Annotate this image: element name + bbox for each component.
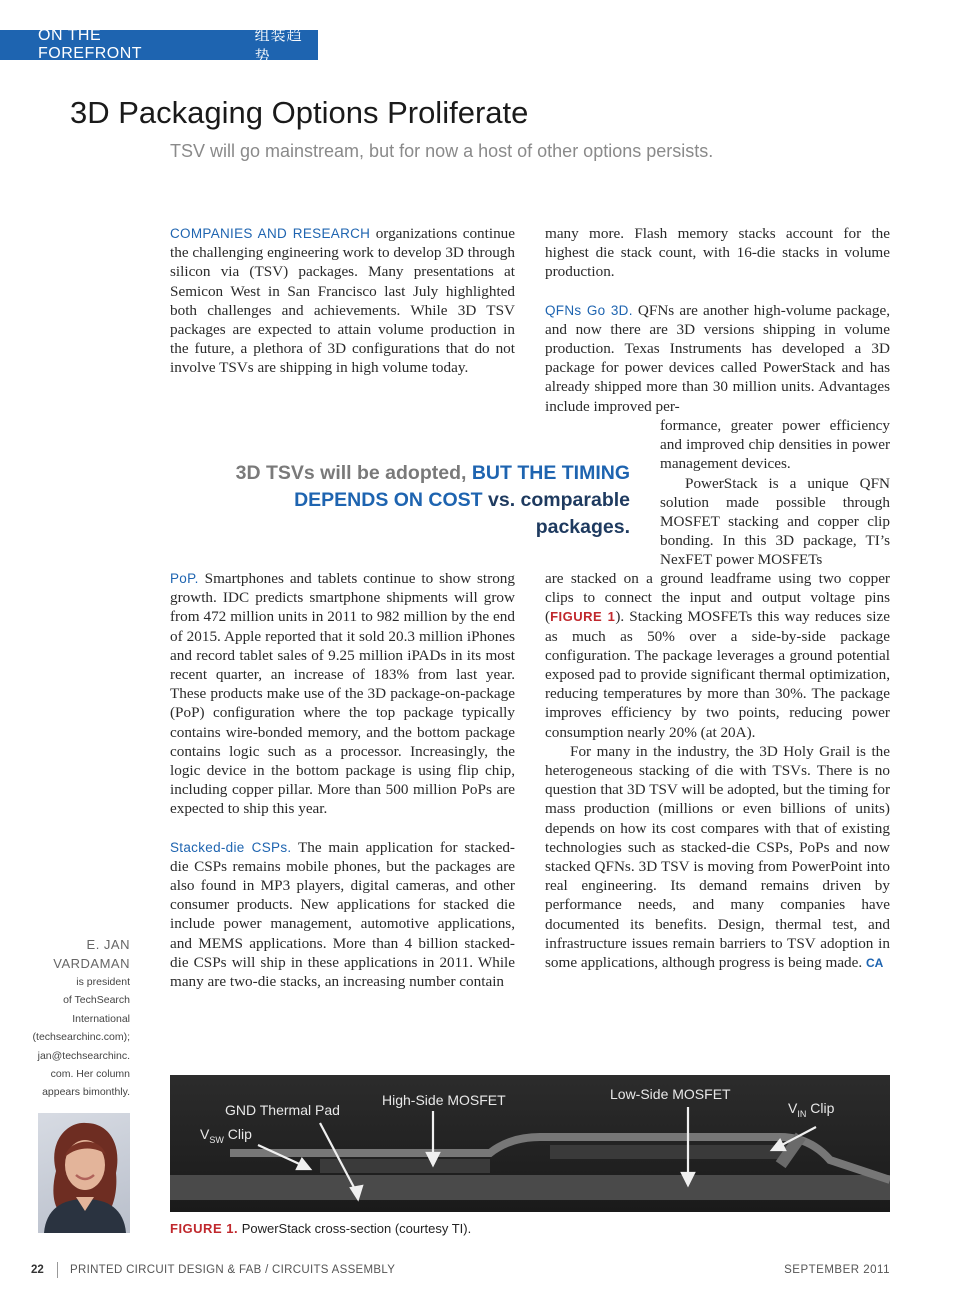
bio-line: (techsearchinc.com); — [32, 1031, 130, 1044]
intro-text: organizations continue the challenging engineering work to develop 3D through silicon via (TSV) packages. Many presentations at Semicon West in San Francisco last July highlighted both challenges and achievements. While 3D TSV packages are expected to attain volume production in the future, a plethora of 3D configurations that do not involve TSVs are shipping in high volume today. — [170, 225, 516, 377]
figure-caption-text: PowerStack cross-section (courtesy TI). — [238, 1221, 472, 1236]
section-banner — [0, 26, 318, 65]
csp-paragraph — [170, 838, 515, 992]
powerstack-cross-section — [170, 1075, 890, 1212]
bio-line: is president — [76, 976, 130, 988]
issue-date: SEPTEMBER 2011 — [784, 1264, 890, 1276]
powerstack-paragraph — [545, 569, 890, 742]
qfn-text: QFNs are another high-volume package, and now there are 3D versions shipping in volume production. Texas Instruments has developed a 3D package for power devices called PowerStack and has already shipped more than 30 million units. Advantages include improved per- — [545, 301, 890, 415]
holy-grail-paragraph — [545, 742, 890, 973]
bio-line: com. Her column — [50, 1068, 130, 1081]
pop-paragraph — [170, 569, 515, 819]
section-label: ON THE FOREFRONT — [38, 27, 143, 62]
publication-name: PRINTED CIRCUIT DESIGN & FAB / CIRCUITS ASSEMBLY — [70, 1264, 396, 1276]
pull-quote-part1: 3D TSVs will be adopted, — [235, 462, 472, 484]
bio-line: jan@techsearchinc. — [37, 1049, 130, 1062]
ground-leadframe — [170, 1175, 890, 1200]
author-bio — [20, 935, 130, 1102]
qfn-wrap-text: formance, greater power efficiency and improved chip densities in power management devices. — [660, 417, 890, 473]
intro-paragraph — [170, 224, 515, 378]
label-low-side-mosfet: Low-Side MOSFET — [610, 1086, 731, 1102]
pop-text: Smartphones and tablets continue to show strong growth. IDC predicts smartphone shipments will grow from 472 million units in 2011 to 982 million by the end of 2015. Apple reported that it sold 20.3 million iPhones and record tablet sales of 9.25 million iPADs in its most recent quarter, an increase of 183% from last year. These products make use of the 3D package-on-package (PoP) configuration where the top package typically contains wire-bonded memory, and the bottom package contains logic such as a processor. Increasingly, the logic device in the bottom package is using flip chip, including copper pillar. More than 500 million PoPs are expected to ship this year. — [170, 570, 515, 818]
low-side-die — [550, 1145, 790, 1159]
label-vin-clip: $V_{IN}$ Clip — [788, 1100, 835, 1119]
csp-text: The main application for stacked-die CSPs remains mobile phones, but the packages are also found in MP3 players, digital cameras, and other consumer products. New applications for stacked die include power management, automotive applications, and MEMS applications. More than 4 billion stacked-die CSPs will ship in these applications in 2011. While many are two-die stacks, an increasing number contain — [170, 838, 515, 991]
csp-lead: Stacked-die CSPs. — [170, 839, 292, 855]
pop-lead: PoP. — [170, 571, 199, 586]
label-high-side-mosfet: High-Side MOSFET — [382, 1092, 506, 1108]
label-vsw-clip: $V_{SW}$ Clip — [200, 1126, 252, 1145]
figure-reference: FIGURE 1 — [550, 609, 616, 625]
csp-continued: many more. Flash memory stacks account for the highest die stack count, with 16-die stacks in volume production. — [545, 225, 890, 281]
author-portrait-icon — [38, 1113, 130, 1233]
powerstack-wrap-text: PowerStack is a unique QFN solution made possible through MOSFET stacking and copper clip bonding. In this 3D package, TI’s NexFET power MOSFETs — [660, 474, 890, 569]
page-number: 22 — [31, 1264, 44, 1276]
bio-line: appears bimonthly. — [42, 1086, 130, 1099]
bio-line: of TechSearch — [63, 994, 130, 1007]
pull-quote-part2: BUT THE TIMING DEPENDS ON COST — [294, 462, 630, 511]
label-gnd-thermal-pad: GND Thermal Pad — [225, 1102, 340, 1118]
pull-quote-part3: vs. comparable packages. — [482, 489, 630, 538]
intro-lead: COMPANIES AND RESEARCH — [170, 226, 371, 241]
author-photo — [38, 1113, 130, 1233]
pull-quote — [200, 460, 630, 541]
end-mark: CA — [865, 956, 884, 971]
author-name-line1: E. JAN — [86, 937, 130, 952]
holy-grail-text: For many in the industry, the 3D Holy Grail is the heterogeneous stacking of die with TSVs. There is no question that 3D TSV will be adopted, but the timing for mass production (millions or even billions of units) depends on how its cost compares with that of existing technologies such as stacked-die CSPs, PoPs and now stacked QFNs. 3D TSV is moving from PowerPoint into real engineering. Its demand remains driven by performance needs, and many companies have documented its benefits. Design, thermal test, and infrastructure issues remain barriers to TSV adoption in some applications, although progress is being made. — [545, 742, 890, 972]
figure-caption-label: FIGURE 1. — [170, 1221, 239, 1236]
powerstack-text-a: are stacked on a ground leadframe using two copper clips to connect the input and output voltage pins ( — [545, 570, 890, 626]
column-left-bottom — [170, 569, 515, 991]
footer-divider — [57, 1262, 58, 1278]
figure-caption — [170, 1221, 471, 1236]
qfn-paragraph — [545, 301, 890, 416]
bio-line: International — [72, 1012, 130, 1025]
article-title: 3D Packaging Options Proliferate — [70, 95, 529, 130]
column-right-wrap — [660, 416, 890, 570]
page-footer — [0, 1262, 960, 1280]
column-right-bottom — [545, 569, 890, 973]
column-right-top — [545, 224, 890, 416]
powerstack-text-b: ). Stacking MOSFETs this way reduces size as much as 50% over a side-by-side package configuration. The package leverages a ground potential exposed pad to provide significant thermal optimization, reducing temperatures by more than 30%. The package improves efficiency by two points, reducing power consumption nearly 20% (at 20A). — [545, 608, 890, 741]
qfn-lead: QFNs Go 3D. — [545, 302, 633, 318]
author-name-line2: VARDAMAN — [53, 956, 130, 971]
section-label-chinese: 组装趋势 — [254, 26, 303, 65]
article-subtitle: TSV will go mainstream, but for now a host of other options persists. — [170, 141, 714, 161]
column-left-top — [170, 224, 515, 378]
figure-1-image — [170, 1075, 890, 1212]
